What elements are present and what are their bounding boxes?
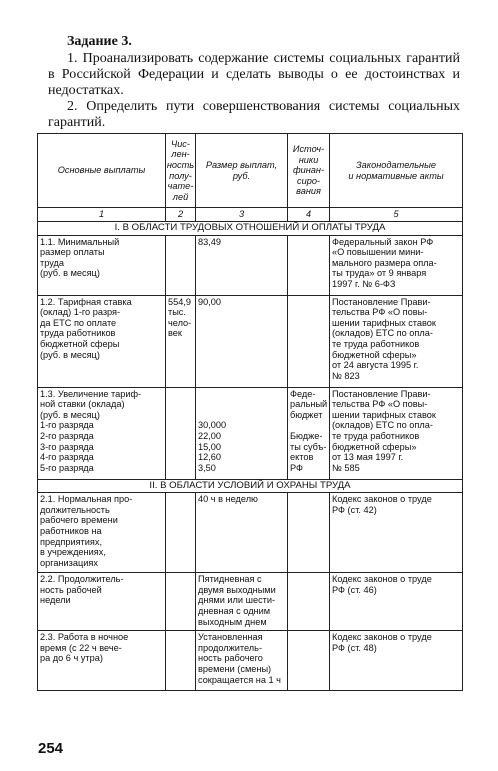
funding-cell xyxy=(288,573,330,631)
table-row xyxy=(38,493,463,573)
recipients-cell xyxy=(166,573,196,631)
legal-act-cell: Кодекс законов о труде РФ (ст. 42) xyxy=(330,493,463,573)
table-row xyxy=(38,387,463,479)
header-legal-acts: Законодательные и нормативные акты xyxy=(330,134,463,208)
section-title-2: II. В ОБЛАСТИ УСЛОВИЙ И ОХРАНЫ ТРУДА xyxy=(38,479,463,493)
recipients-cell xyxy=(166,387,196,479)
amount-cell: Пятидневная с двумя выходными днями или шести- дневная с одним выходным днем xyxy=(196,573,288,631)
header-recipients: Чис- лен- ность полу- чате- лей xyxy=(166,134,196,208)
social-guarantees-table xyxy=(37,133,463,691)
payment-cell: 2.2. Продолжитель- ность рабочей недели xyxy=(38,573,166,631)
column-number-row xyxy=(38,208,463,222)
table-row xyxy=(38,235,463,295)
funding-cell xyxy=(288,235,330,295)
payment-cell: 1.3. Увеличение тариф- ной ставки (оклада) (руб. в месяц) 1-го разряда 2-го разряда 3-го разряда 4-го разряда 5-го разряда xyxy=(38,387,166,479)
page-number: 254 xyxy=(38,740,64,757)
task-item-2: 2. Определить пути совершенствования системы социальных гарантий. xyxy=(48,99,460,130)
legal-act-cell: Постановление Прави- тельства РФ «О повы- шении тарифных ставок (окладов) ЕТС по опла- те труда работников бюджетной сферы» от 24 августа 1995 г. № 823 xyxy=(330,295,463,387)
table-header-row xyxy=(38,134,463,208)
column-number: 1 xyxy=(38,208,166,222)
column-number: 5 xyxy=(330,208,463,222)
table-row xyxy=(38,631,463,691)
funding-cell xyxy=(288,493,330,573)
legal-act-cell: Постановление Прави- тельства РФ «О повы- шении тарифных ставок (окладов) ЕТС по опла- те труда работников бюджетной сферы» от 13 мая 1997 г. № 585 xyxy=(330,387,463,479)
section-row xyxy=(38,479,463,493)
legal-act-cell: Федеральный закон РФ «О повышении мини- мального размера опла- ты труда» от 9 января 1997 г. № 6-ФЗ xyxy=(330,235,463,295)
payment-cell: 1.1. Минимальный размер оплаты труда (руб. в месяц) xyxy=(38,235,166,295)
table-row xyxy=(38,573,463,631)
section-title-1: I. В ОБЛАСТИ ТРУДОВЫХ ОТНОШЕНИЙ И ОПЛАТЫ ТРУДА xyxy=(38,222,463,236)
recipients-cell xyxy=(166,493,196,573)
recipients-cell: 554,9 тыс. чело- век xyxy=(166,295,196,387)
amount-cell: 83,49 xyxy=(196,235,288,295)
section-row xyxy=(38,222,463,236)
column-number: 2 xyxy=(166,208,196,222)
header-payments: Основные выплаты xyxy=(38,134,166,208)
header-funding-sources: Источ- ники финан- сиро- вания xyxy=(288,134,330,208)
table-row xyxy=(38,295,463,387)
column-number: 3 xyxy=(196,208,288,222)
amount-cell: 30,000 22,00 15,00 12,60 3,50 xyxy=(196,387,288,479)
column-number: 4 xyxy=(288,208,330,222)
amount-cell: Установленная продолжитель- ность рабочего времени (смены) сокращается на 1 ч xyxy=(196,631,288,691)
legal-act-cell: Кодекс законов о труде РФ (ст. 46) xyxy=(330,573,463,631)
funding-cell xyxy=(288,295,330,387)
task-title: Задание 3. xyxy=(67,34,132,49)
recipients-cell xyxy=(166,235,196,295)
amount-cell: 90,00 xyxy=(196,295,288,387)
recipients-cell xyxy=(166,631,196,691)
header-amount: Размер выплат, руб. xyxy=(196,134,288,208)
amount-cell: 40 ч в неделю xyxy=(196,493,288,573)
payment-cell: 2.1. Нормальная про- должительность рабочего времени работников на предприятиях, в учреждениях, организациях xyxy=(38,493,166,573)
payment-cell: 2.3. Работа в ночное время (с 22 ч вече- ра до 6 ч утра) xyxy=(38,631,166,691)
funding-cell: Феде- ральный бюджет Бюдже- ты субъ- ектов РФ xyxy=(288,387,330,479)
legal-act-cell: Кодекс законов о труде РФ (ст. 48) xyxy=(330,631,463,691)
task-item-1: 1. Проанализировать содержание системы социальных гарантий в Российской Федерации и сделать выводы о ее достоинствах и недостатках. xyxy=(48,51,460,98)
funding-cell xyxy=(288,631,330,691)
payment-cell: 1.2. Тарифная ставка (оклад) 1-го разря- да ЕТС по оплате труда работников бюджетной сферы (руб. в месяц) xyxy=(38,295,166,387)
